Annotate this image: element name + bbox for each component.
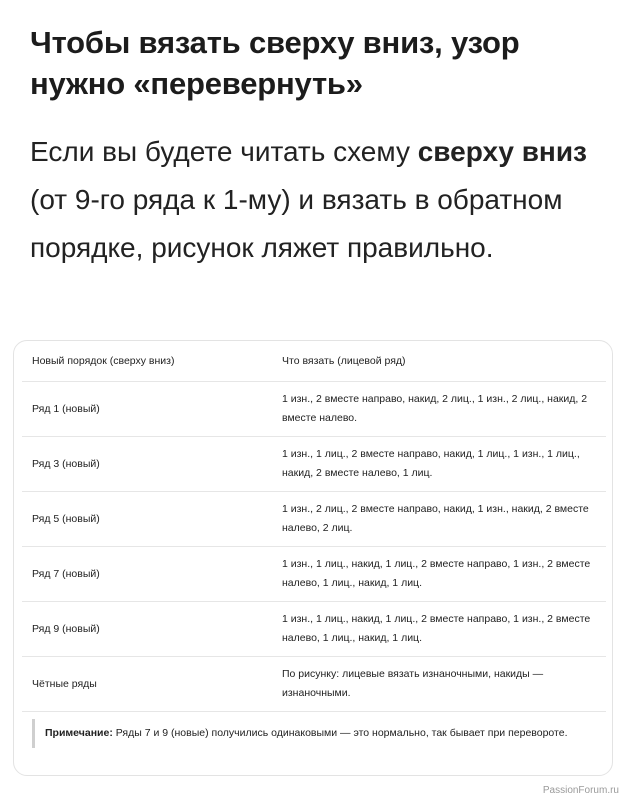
intro-paragraph — [30, 128, 610, 272]
note-label: Примечание: — [45, 727, 113, 739]
table-row — [22, 437, 606, 492]
note-text: Ряды 7 и 9 (новые) получились одинаковыми — это нормально, так бывает при перевороте. — [112, 727, 568, 739]
row-order-cell: Ряд 3 (новый) — [22, 437, 272, 492]
row-instruction-cell: 1 изн., 1 лиц., 2 вместе направо, накид, 1 лиц., 1 изн., 1 лиц., накид, 2 вместе налево, 1 лиц. — [272, 437, 606, 492]
row-instruction-cell: По рисунку: лицевые вязать изнаночными, накиды — изнаночными. — [272, 657, 606, 712]
column-header-order: Новый порядок (сверху вниз) — [22, 341, 272, 382]
intro-text-start: Если вы будете читать схему — [30, 136, 418, 167]
table-row — [22, 547, 606, 602]
table-header-row — [22, 341, 606, 382]
site-watermark: PassionForum.ru — [542, 785, 619, 796]
note-block — [32, 719, 605, 748]
pattern-table — [22, 341, 606, 712]
table-row — [22, 657, 606, 712]
row-order-cell: Чётные ряды — [22, 657, 272, 712]
table-row — [22, 382, 606, 437]
intro-text-end: (от 9-го ряда к 1-му) и вязать в обратном порядке, рисунок ляжет правильно. — [30, 184, 563, 263]
row-order-cell: Ряд 5 (новый) — [22, 492, 272, 547]
row-order-cell: Ряд 9 (новый) — [22, 602, 272, 657]
pattern-table-card — [13, 340, 613, 776]
row-order-cell: Ряд 1 (новый) — [22, 382, 272, 437]
table-row — [22, 602, 606, 657]
table-row — [22, 492, 606, 547]
column-header-what: Что вязать (лицевой ряд) — [272, 341, 606, 382]
row-instruction-cell: 1 изн., 2 лиц., 2 вместе направо, накид, 1 изн., накид, 2 вместе налево, 2 лиц. — [272, 492, 606, 547]
row-order-cell: Ряд 7 (новый) — [22, 547, 272, 602]
article-heading: Чтобы вязать сверху вниз, узор нужно «перевернуть» — [30, 25, 520, 101]
row-instruction-cell: 1 изн., 2 вместе направо, накид, 2 лиц., 1 изн., 2 лиц., накид, 2 вместе налево. — [272, 382, 606, 437]
row-instruction-cell: 1 изн., 1 лиц., накид, 1 лиц., 2 вместе направо, 1 изн., 2 вместе налево, 1 лиц., накид, 1 лиц. — [272, 547, 606, 602]
intro-bold-phrase: сверху вниз — [417, 136, 587, 167]
row-instruction-cell: 1 изн., 1 лиц., накид, 1 лиц., 2 вместе направо, 1 изн., 2 вместе налево, 1 лиц., накид, 1 лиц. — [272, 602, 606, 657]
